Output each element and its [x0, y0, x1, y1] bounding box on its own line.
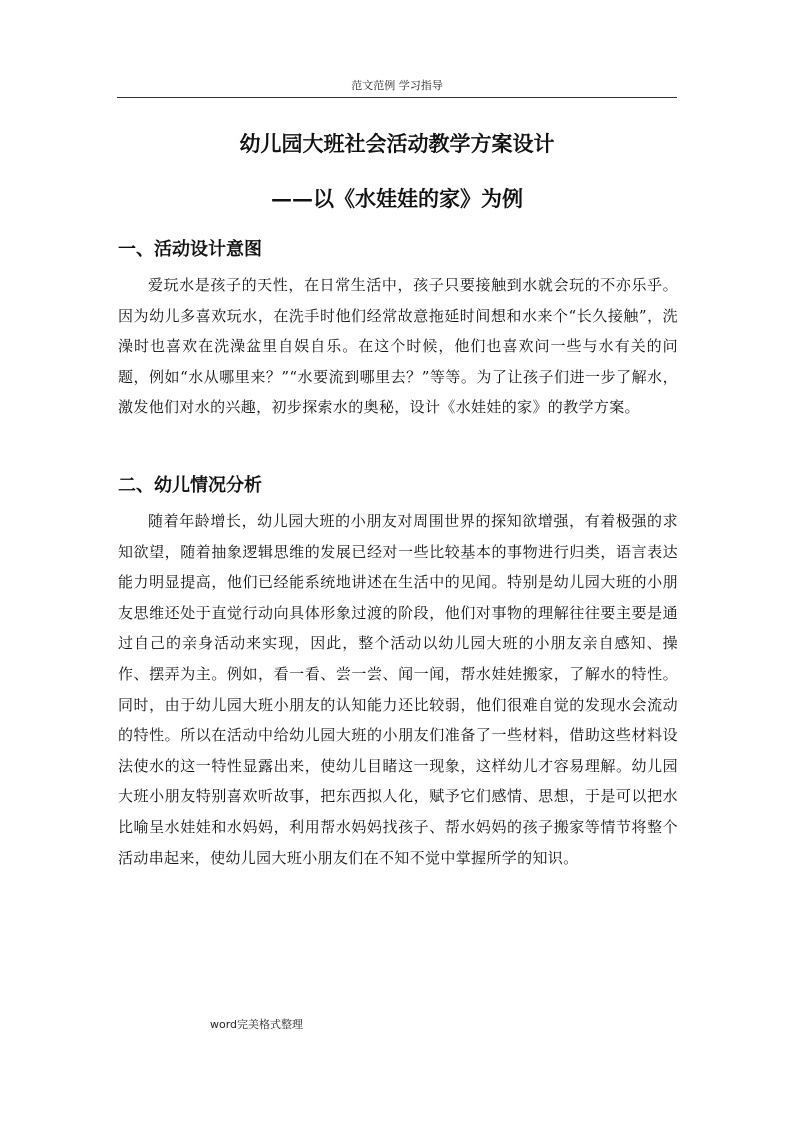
page-footer: word完美格式整理: [210, 1018, 304, 1031]
page-header: 范文范例 学习指导: [351, 79, 443, 92]
section-heading-child-analysis: 二、幼儿情况分析: [118, 475, 262, 496]
section-heading-design-intent: 一、活动设计意图: [118, 239, 262, 260]
document-subtitle: ——以《水娃娃的家》为例: [271, 186, 523, 211]
header-divider: [117, 97, 677, 98]
section-paragraph-design-intent: 爱玩水是孩子的天性，在日常生活中，孩子只要接触到水就会玩的不亦乐乎。因为幼儿多喜欢玩水，在洗手时他们经常故意拖延时间想和水来个“长久接触”，洗澡时也喜欢在洗澡盆里自娱自乐。在这个时候，他们也喜欢问一些与水有关的问题，例如“水从哪里来？”“水要流到哪里去？”等等。为了让孩子们进一步了解水，激发他们对水的兴趣，初步探索水的奥秘，设计《水娃娃的家》的教学方案。: [118, 276, 678, 417]
section-paragraph-child-analysis: 随着年龄增长，幼儿园大班的小朋友对周围世界的探知欲增强，有着极强的求知欲望，随着抽象逻辑思维的发展已经对一些比较基本的事物进行归类，语言表达能力明显提高，他们已经能系统地讲述在生活中的见闻。特别是幼儿园大班的小朋友思维还处于直觉行动向具体形象过渡的阶段，他们对事物的理解往往要主要是通过自己的亲身活动来实现，因此，整个活动以幼儿园大班的小朋友亲自感知、操作、摆弄为主。例如，看一看、尝一尝、闻一闻，帮水娃娃搬家，了解水的特性。同时，由于幼儿园大班小朋友的认知能力还比较弱，他们很难自觉的发现水会流动的特性。所以在活动中给幼儿园大班的小朋友们准备了一些材料，借助这些材料设法使水的这一特性显露出来，使幼儿目睹这一现象，这样幼儿才容易理解。幼儿园大班小朋友特别喜欢听故事，把东西拟人化，赋予它们感情、思想，于是可以把水比喻呈水娃娃和水妈妈，利用帮水妈妈找孩子、帮水妈妈的孩子搬家等情节将整个活动串起来，使幼儿园大班小朋友们在不知不觉中掌握所学的知识。: [118, 512, 678, 867]
document-title: 幼儿园大班社会活动教学方案设计: [239, 131, 555, 156]
